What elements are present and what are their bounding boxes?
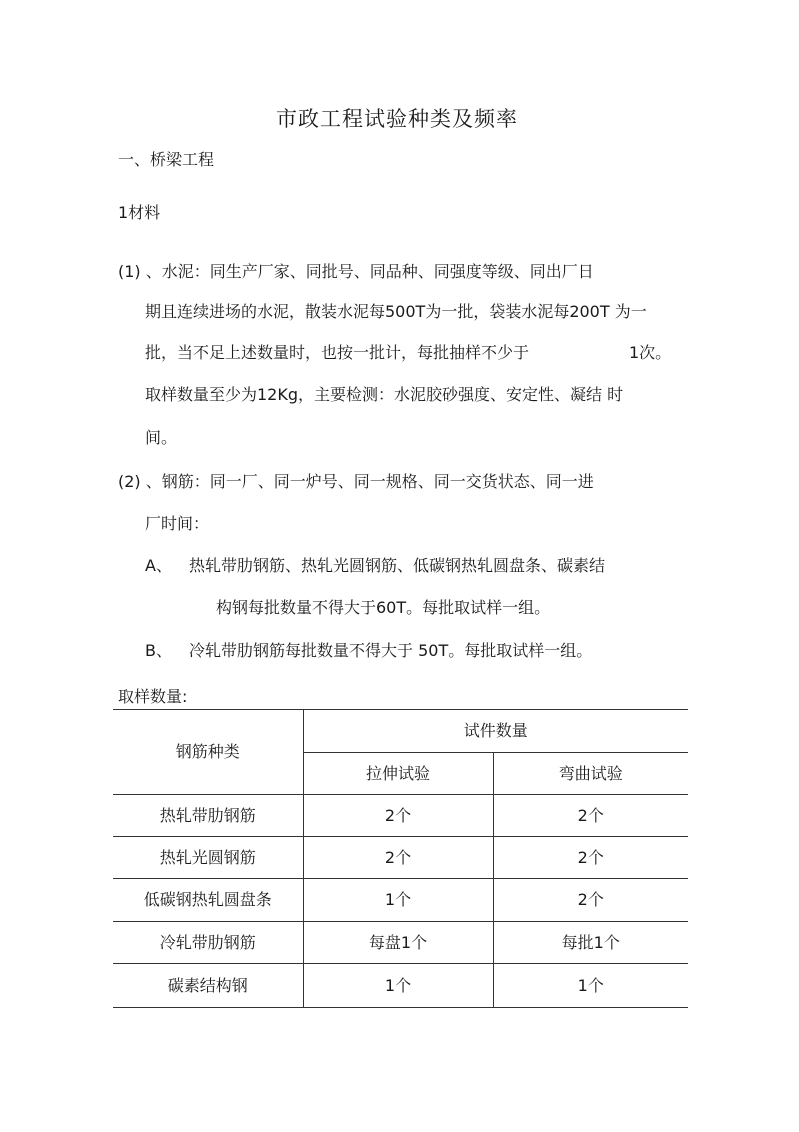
table-row [113, 964, 688, 1008]
page-title: 市政工程试验种类及频率 [276, 107, 518, 131]
section-heading: 一、桥梁工程 [118, 150, 215, 169]
row-bend-count: 2个 [493, 795, 688, 837]
header-specimen-count: 试件数量 [303, 710, 688, 753]
row-tensile-count: 2个 [303, 837, 493, 879]
table-row [113, 879, 688, 922]
row-tensile-count: 1个 [303, 964, 493, 1008]
sample-quantity-table [113, 709, 688, 1008]
cement-line-4: 取样数量至少为12Kg，主要检测：水泥胶砂强度、安定性、凝结 时 [145, 385, 624, 404]
sample-heading: 取样数量: [118, 687, 188, 706]
row-tensile-count: 2个 [303, 795, 493, 837]
table-row [113, 795, 688, 837]
steel-line-2: 厂时间： [145, 514, 210, 533]
row-steel-type: 热轧带肋钢筋 [113, 795, 303, 837]
row-steel-type: 低碳钢热轧圆盘条 [113, 879, 303, 922]
header-tensile-test: 拉伸试验 [303, 753, 493, 795]
item-a-line-1: 热轧带肋钢筋、热轧光圆钢筋、低碳钢热轧圆盘条、碳素结 [189, 556, 606, 575]
row-steel-type: 热轧光圆钢筋 [113, 837, 303, 879]
cement-line-5: 间。 [145, 428, 178, 447]
steel-line-1: (2) 、钢筋：同一厂、同一炉号、同一规格、同一交货状态、同一进 [118, 472, 594, 491]
table-header-row [113, 710, 688, 753]
cement-line-3-end: 1次。 [629, 343, 672, 362]
table-row [113, 922, 688, 964]
row-bend-count: 每批1个 [493, 922, 688, 964]
item-b-line-1: 冷轧带肋钢筋每批数量不得大于 50T。每批取试样一组。 [189, 641, 593, 660]
item-a-label: A、 [145, 556, 172, 575]
cement-line-1: (1) 、水泥：同生产厂家、同批号、同品种、同强度等级、同出厂日 [118, 262, 594, 281]
cement-line-2: 期且连续进场的水泥，散装水泥每500T为一批，袋装水泥每200T 为一 [145, 302, 647, 321]
row-tensile-count: 每盘1个 [303, 922, 493, 964]
cement-line-3: 批，当不足上述数量时，也按一批计，每批抽样不少于 [145, 343, 530, 362]
header-bend-test: 弯曲试验 [493, 753, 688, 795]
item-a-line-2: 构钢每批数量不得大于60T。每批取试样一组。 [216, 598, 551, 617]
row-bend-count: 1个 [493, 964, 688, 1008]
row-bend-count: 2个 [493, 837, 688, 879]
subsection-heading: 1材料 [118, 203, 161, 222]
row-bend-count: 2个 [493, 879, 688, 922]
row-steel-type: 冷轧带肋钢筋 [113, 922, 303, 964]
row-tensile-count: 1个 [303, 879, 493, 922]
header-steel-type: 钢筋种类 [113, 710, 303, 795]
item-b-label: B、 [145, 641, 172, 660]
table-row [113, 837, 688, 879]
row-steel-type: 碳素结构钢 [113, 964, 303, 1008]
